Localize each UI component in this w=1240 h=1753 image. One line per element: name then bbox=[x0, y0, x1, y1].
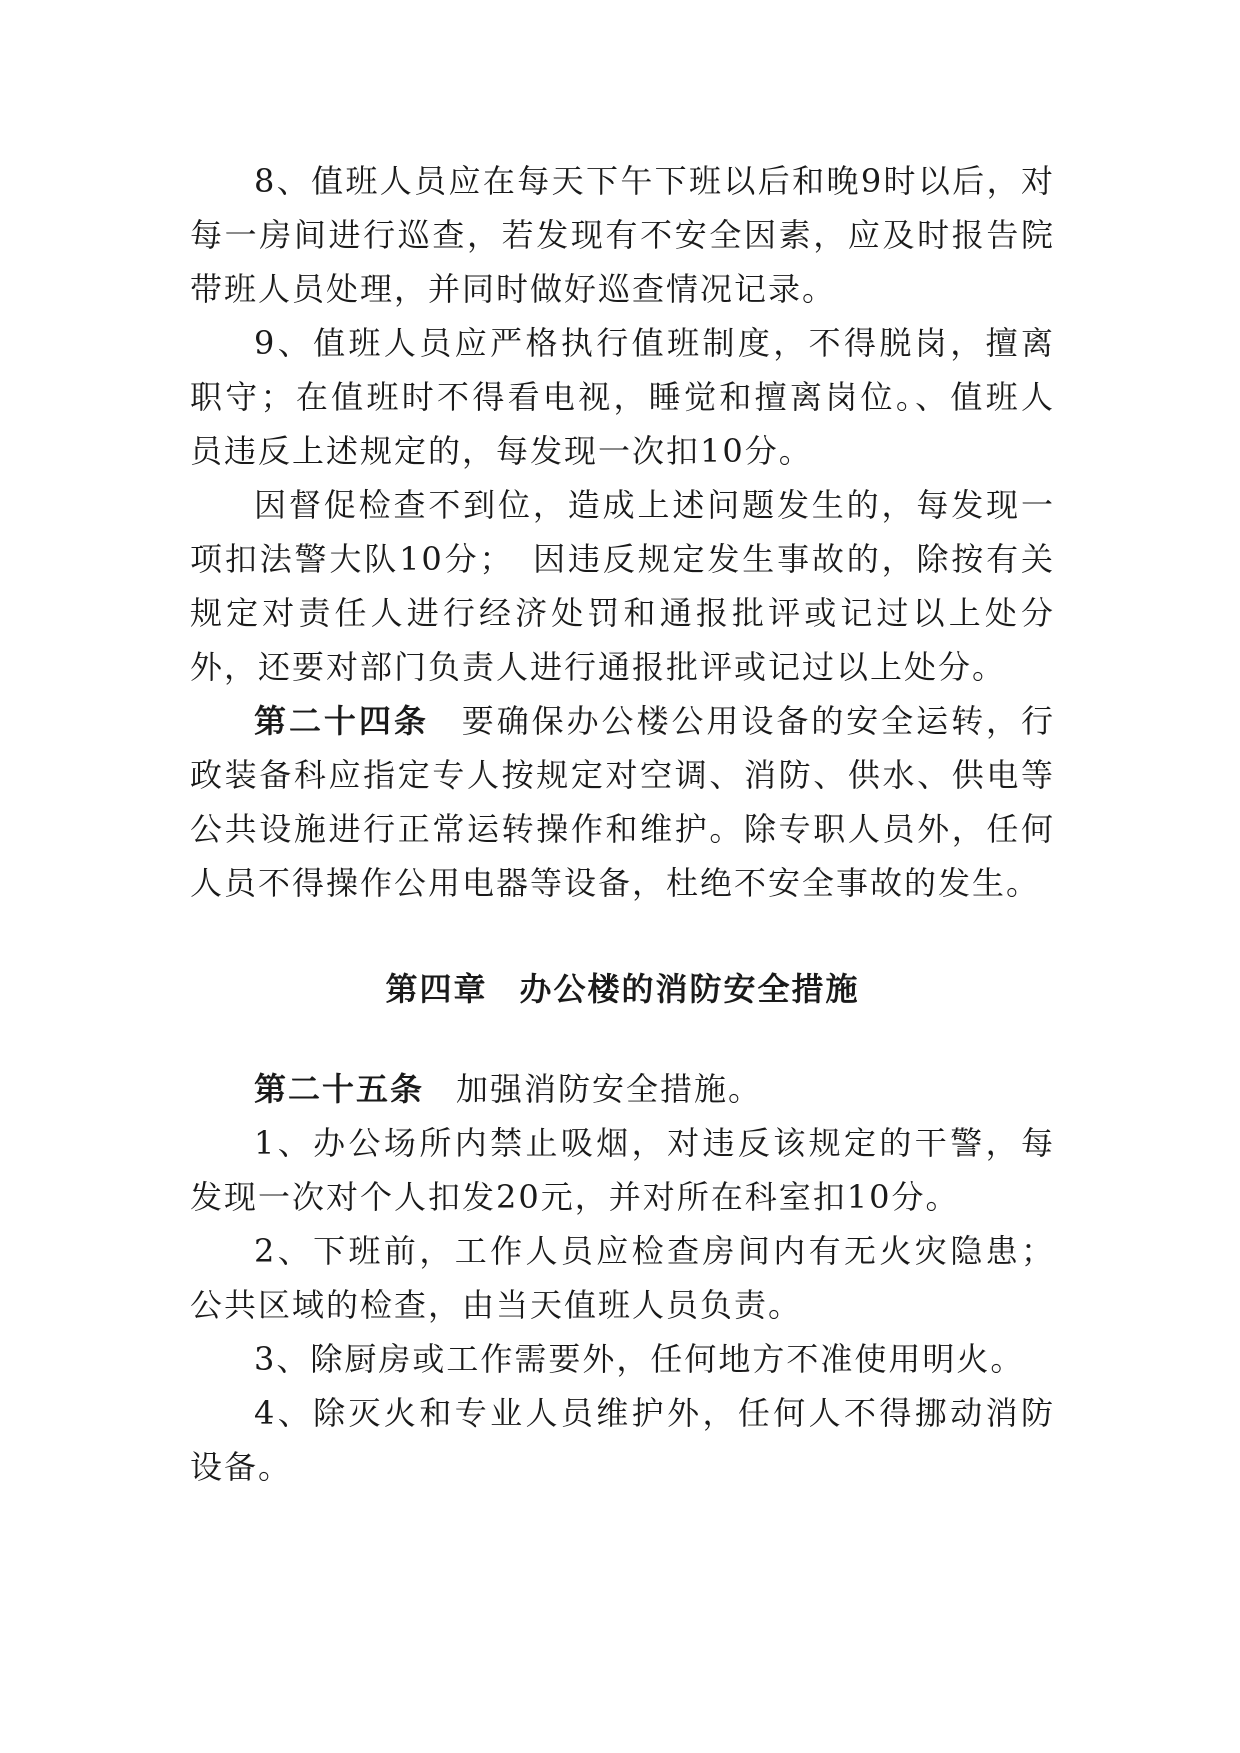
article-24 bbox=[190, 694, 1055, 910]
paragraph-item-9: 9、值班人员应严格执行值班制度，不得脱岗，擅离职守；在值班时不得看电视，睡觉和擅离岗位。、值班人员违反上述规定的，每发现一次扣10分。 bbox=[190, 324, 1055, 470]
paragraph-supervision: 因督促检查不到位，造成上述问题发生的，每发现一项扣法警大队10分； 因违反规定发生事故的，除按有关规定对责任人进行经济处罚和通报批评或记过以上处分外，还要对部门负责人进行通报批评或记过以上处分。 bbox=[190, 486, 1055, 686]
paragraph-item-1: 1、办公场所内禁止吸烟，对违反该规定的干警，每发现一次对个人扣发20元，并对所在科室扣10分。 bbox=[190, 1124, 1055, 1216]
chapter-heading bbox=[190, 962, 1055, 1016]
chapter-number: 第四章 bbox=[385, 970, 488, 1008]
paragraph-item-8: 8、值班人员应在每天下午下班以后和晚9时以后，对每一房间进行巡查，若发现有不安全因素，应及时报告院带班人员处理，并同时做好巡查情况记录。 bbox=[190, 162, 1055, 308]
article-25-text: 加强消防安全措施。 bbox=[456, 1070, 763, 1108]
document-body bbox=[190, 154, 1055, 1494]
article-24-text: 要确保办公楼公用设备的安全运转，行政装备科应指定专人按规定对空调、消防、供水、供电等公共设施进行正常运转操作和维护。除专职人员外，任何人员不得操作公用电器等设备，杜绝不安全事故的发生。 bbox=[190, 702, 1055, 902]
paragraph-item-3: 3、除厨房或工作需要外，任何地方不准使用明火。 bbox=[254, 1340, 1025, 1378]
article-25 bbox=[190, 1062, 1055, 1116]
chapter-title: 办公楼的消防安全措施 bbox=[519, 970, 860, 1008]
article-25-label: 第二十五条 bbox=[254, 1070, 425, 1108]
paragraph-item-2: 2、下班前，工作人员应检查房间内有无火灾隐患；公共区域的检查，由当天值班人员负责。 bbox=[190, 1232, 1055, 1324]
article-24-label: 第二十四条 bbox=[254, 702, 429, 740]
paragraph-item-4: 4、除灭火和专业人员维护外，任何人不得挪动消防设备。 bbox=[190, 1394, 1055, 1486]
